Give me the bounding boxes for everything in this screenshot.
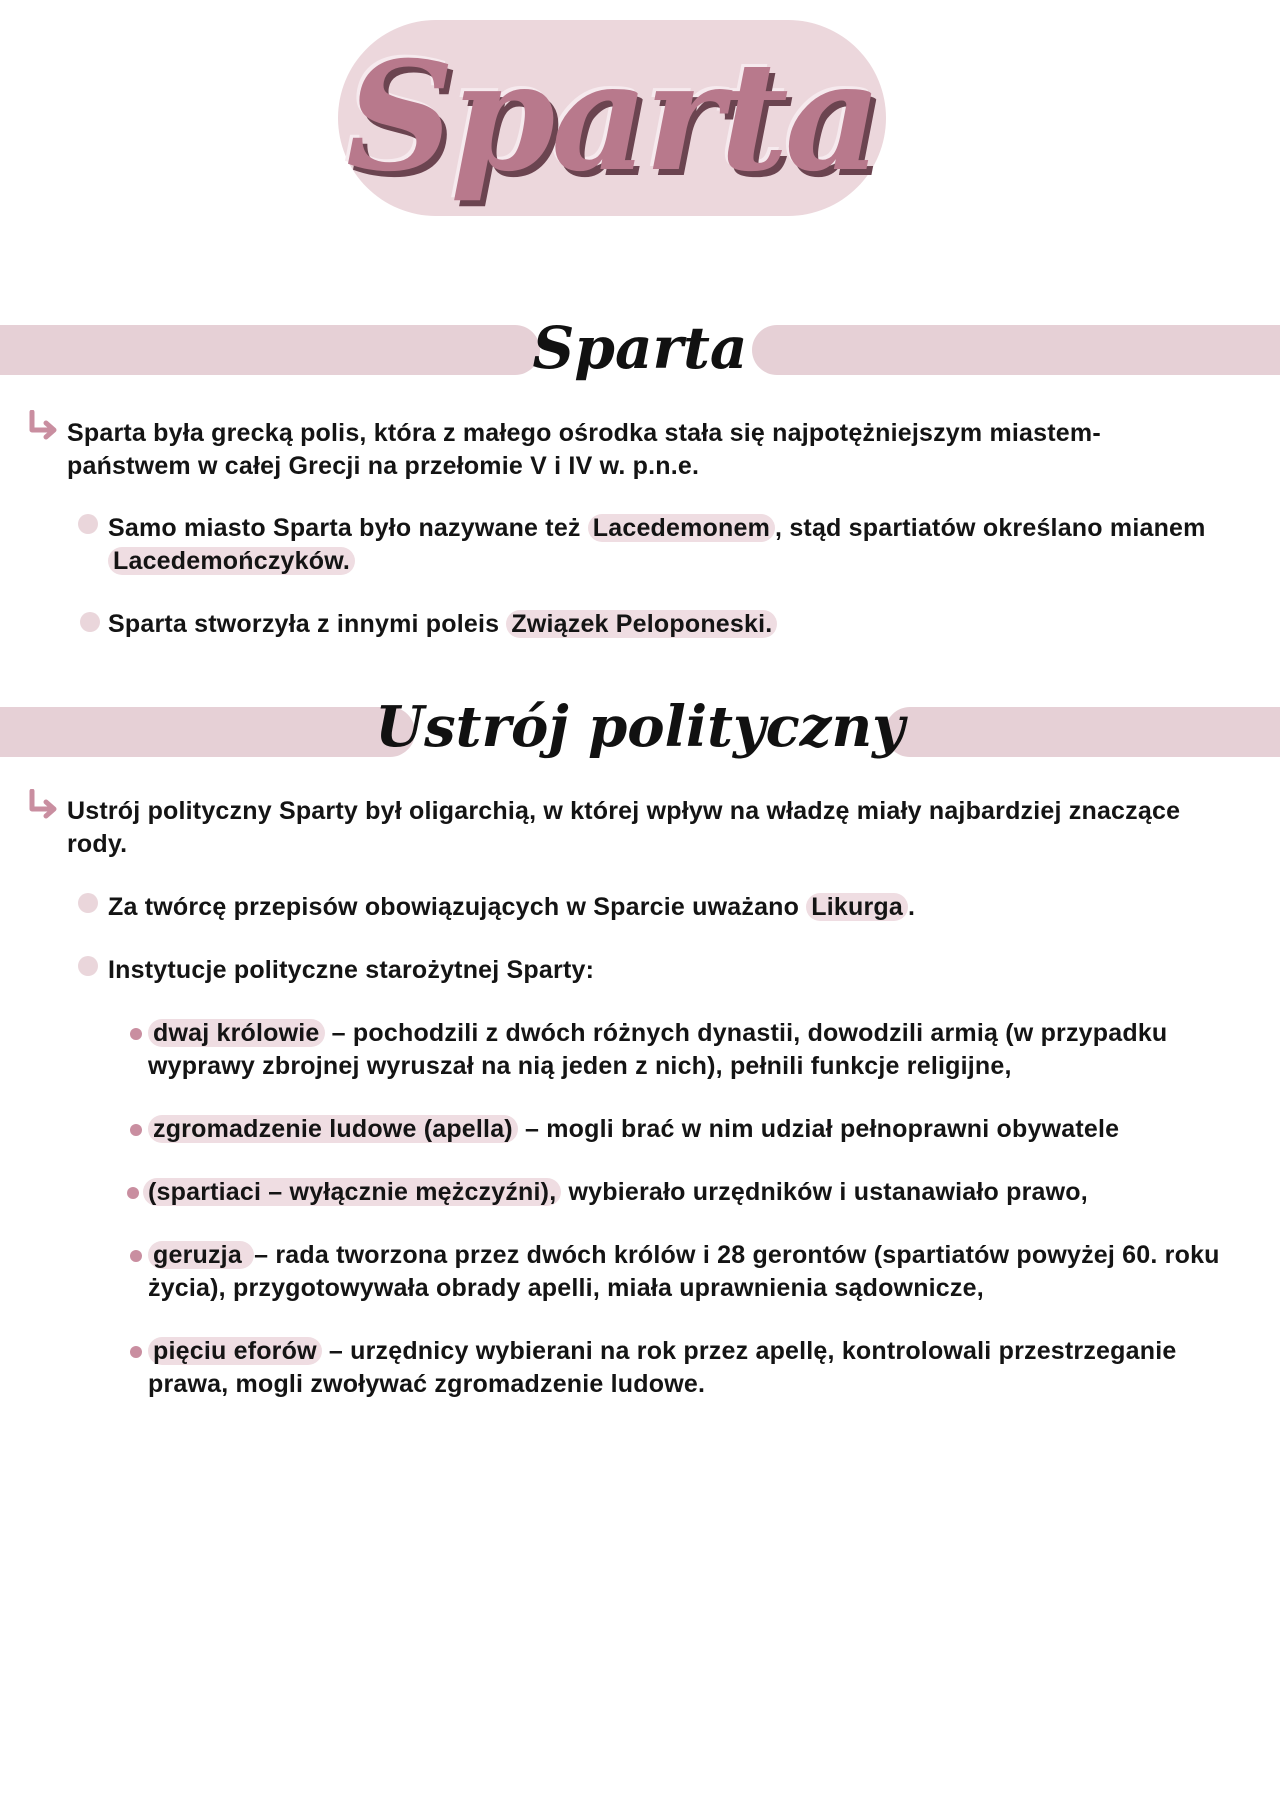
section-header-ustroj: [0, 685, 1280, 785]
highlight: (spartiaci – wyłącznie mężczyźni),: [143, 1178, 561, 1206]
list-item: Instytucje polityczne starożytnej Sparty:: [108, 956, 595, 984]
sub-bullet-dot: [130, 1124, 142, 1136]
highlight: Lacedemonem: [588, 514, 775, 542]
institution-item: zgromadzenie ludowe (apella) – mogli brać w nim udział pełnoprawni obywatele: [148, 1113, 1119, 1146]
bullet-dot: [78, 956, 98, 976]
bullet-dot: [78, 893, 98, 913]
arrow-icon: [26, 410, 58, 440]
highlight: Lacedemończyków.: [108, 547, 355, 575]
highlight: pięciu eforów: [148, 1337, 322, 1365]
institution-item: pięciu eforów – urzędnicy wybierani na rok przez apellę, kontrolowali przestrzeganie prawa, mogli zwoływać zgromadzenie ludowe.: [148, 1337, 1177, 1398]
intro-paragraph: [67, 417, 1101, 483]
intro-line: rody.: [67, 830, 128, 858]
section-title: Ustrój polityczny: [375, 694, 905, 760]
bullet-dot: [80, 612, 100, 632]
arrow-icon: [26, 789, 58, 819]
logo: [338, 12, 898, 222]
highlight: dwaj królowie: [148, 1019, 325, 1047]
intro-paragraph: [67, 795, 1267, 861]
logo-text: Sparta: [346, 29, 878, 205]
highlight: Związek Peloponeski.: [506, 610, 777, 638]
intro-line: państwem w całej Grecji na przełomie V i IV w. p.n.e.: [67, 452, 700, 480]
intro-line: Ustrój polityczny Sparty był oligarchią, w której wpływ na władzę miały najbardziej znaczące: [67, 797, 1181, 825]
highlight: Likurga: [806, 893, 908, 921]
institution-item: (spartiaci – wyłącznie mężczyźni), wybierało urzędników i ustanawiało prawo,: [143, 1176, 1088, 1209]
section-header-sparta: [0, 305, 1280, 395]
highlight: zgromadzenie ludowe (apella): [148, 1115, 518, 1143]
intro-line: Sparta była grecką polis, która z małego ośrodka stała się najpotężniejszym miastem-: [67, 419, 1101, 447]
list-item: Za twórcę przepisów obowiązujących w Sparcie uważano Likurga .: [108, 893, 916, 921]
institution-item: dwaj królowie – pochodzili z dwóch różnych dynastii, dowodzili armią (w przypadku wyprawy zbrojnej wyruszał na nią jeden z nich), pełnili funkcje religijne,: [148, 1019, 1168, 1080]
sub-bullet-dot: [130, 1028, 142, 1040]
bullet-dot: [78, 514, 98, 534]
sub-bullet-dot: [130, 1250, 142, 1262]
institution-item: geruzja – rada tworzona przez dwóch królów i 28 gerontów (spartiatów powyżej 60. roku życia), przygotowywała obrady apelli, miała uprawnienia sądownicze,: [148, 1241, 1220, 1302]
sub-bullet-dot: [127, 1187, 139, 1199]
list-item: Sparta stworzyła z innymi poleis Związek Peloponeski.: [108, 608, 777, 641]
list-item: Samo miasto Sparta było nazywane też Lacedemonem , stąd spartiatów określano mianem Lacedemończyków.: [108, 514, 1206, 575]
section-title: Sparta: [532, 314, 748, 382]
sub-bullet-dot: [130, 1346, 142, 1358]
highlight: geruzja: [148, 1241, 254, 1269]
